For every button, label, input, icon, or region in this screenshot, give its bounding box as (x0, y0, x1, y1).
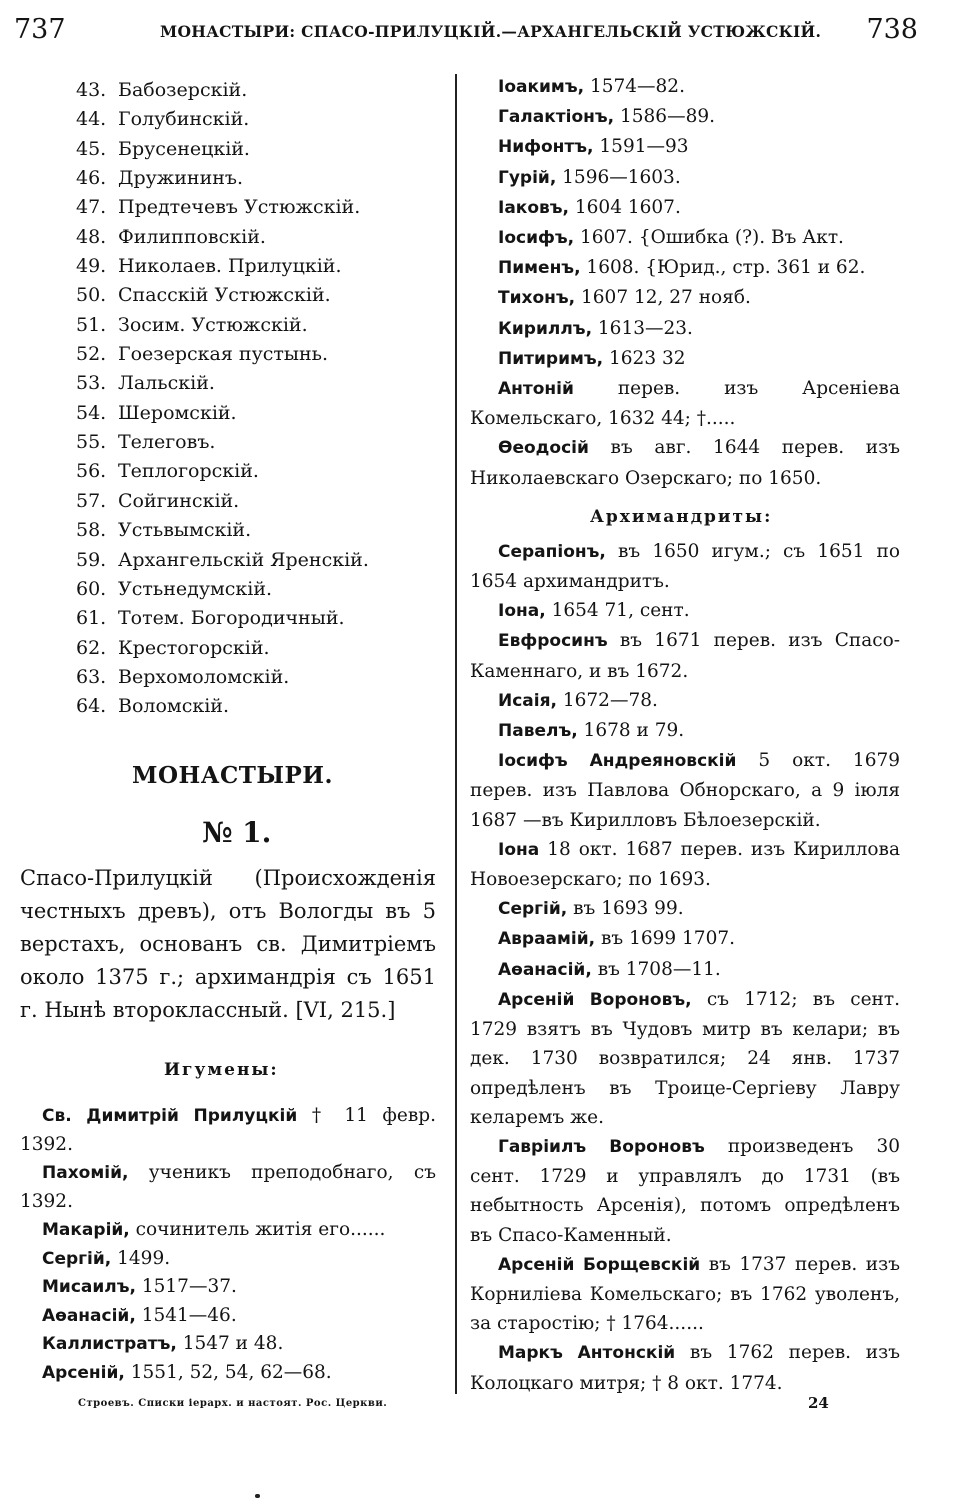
list-name: Бабозерскій. (118, 79, 248, 101)
entry-text: въ 1762 перев. изъ Колоцкаго митря; † 8 окт. 1774. (470, 1342, 900, 1394)
entry-name: Аѳанасій, (42, 1305, 136, 1326)
list-item (0, 281, 450, 310)
list-name: Лальскій. (118, 372, 215, 395)
list-name: Голубинскій. (118, 108, 250, 131)
entry (470, 894, 900, 924)
entry-name: Св. Димитрій Прилуцкій (42, 1106, 298, 1126)
list-name: Тотем. Богородичный. (118, 607, 345, 630)
entry-text: въ 1671 перев. изъ Спасо-Каменнаго, и въ 1672. (470, 630, 900, 682)
entry-text: 1678 и 79. (577, 720, 685, 742)
list-number: 46. (76, 167, 107, 190)
entry (470, 163, 900, 193)
entry-text: 1596—1603. (556, 166, 681, 188)
right-column (470, 72, 900, 1398)
igumens-header: Игумены: (164, 1060, 279, 1080)
entry (470, 102, 900, 132)
footnote: Строевъ. Списки іерарх. и настоят. Рос. Церкви. (78, 1398, 388, 1409)
entry (470, 132, 900, 162)
archimandrites-header: Архимандриты: (590, 506, 773, 527)
entry-text: 1613—23. (592, 317, 693, 339)
entry (20, 1273, 436, 1302)
entry-name: Пименъ, (498, 258, 581, 279)
section-title: МОНАСТЫРИ. (132, 762, 334, 789)
list-name: Архангельскій Яренскій. (118, 548, 369, 571)
entry (470, 716, 900, 746)
entry (470, 193, 900, 223)
entry (470, 1250, 900, 1339)
entry (20, 1159, 436, 1216)
entry-text: въ 1699 1707. (595, 928, 735, 950)
page-number-left: 737 (14, 14, 66, 45)
list-number: 54. (76, 401, 107, 424)
list-name: Дружининъ. (118, 167, 244, 190)
list-item (0, 692, 450, 721)
list-item (0, 399, 450, 428)
entry-name: Ѳеодосій (498, 438, 589, 459)
entry-text: 1608. {Юрид., стр. 361 и 62. (580, 257, 866, 279)
left-column (0, 76, 450, 722)
list-number: 60. (76, 577, 107, 600)
entry-name: Арсеній Борщевскій (498, 1254, 701, 1275)
list-item (0, 516, 450, 545)
entry-text: 1586—89. (614, 106, 715, 128)
list-name: Спасскій Устюжскій. (118, 284, 331, 307)
entry-name: Тихонъ, (498, 288, 576, 309)
list-number: 64. (76, 695, 107, 718)
entry-text: перев. изъ Арсеніева Комельскаго, 1632 44; †..... (470, 378, 900, 430)
list-name: Филипповскій. (118, 225, 266, 248)
list-name: Зосим. Устюжскій. (118, 313, 308, 336)
entry-text: 1574—82. (584, 76, 685, 97)
list-name: Крестогорскій. (118, 636, 270, 659)
entry (20, 1302, 436, 1331)
entry (20, 1245, 436, 1274)
entry-name: Іосифъ Андреяновскій (498, 751, 737, 772)
entry-text: въ 1693 99. (567, 898, 684, 920)
entry-text: 1547 и 48. (176, 1333, 284, 1354)
entry-text: въ 1650 игум.; съ 1651 по 1654 архимандритъ. (470, 540, 900, 593)
entry-name: Сергій, (498, 899, 568, 920)
entry-name: Евфросинъ (498, 631, 608, 652)
entry (470, 626, 900, 685)
entry-text: 18 окт. 1687 перев. изъ Кириллова Новоезерскаго; по 1693. (470, 838, 900, 891)
list-name: Устьвымскій. (118, 519, 252, 542)
list-item (0, 164, 450, 193)
list-number: 49. (76, 255, 107, 278)
entry-text: сочинитель житія его...... (129, 1219, 386, 1240)
entry (470, 955, 900, 985)
section-number: № 1. (202, 816, 272, 849)
list-number: 45. (76, 137, 107, 160)
entry-name: Іосифъ, (498, 228, 575, 249)
ink-speck (255, 1494, 260, 1498)
entry-text: съ 1712; въ сент. 1729 взятъ въ Чудовъ митр въ келари; въ дек. 1730 возвратился; 24 янв. 1737 опредѣленъ въ Троице-Сергіеву Лавру келаремъ же. (470, 988, 900, 1128)
entry (470, 374, 900, 433)
entry-text: 1672—78. (556, 689, 658, 711)
entry (470, 314, 900, 344)
entry (20, 1359, 436, 1388)
entry (470, 433, 900, 492)
entry (470, 72, 900, 102)
list-number: 63. (76, 665, 107, 688)
entry-text: въ 1708—11. (591, 958, 721, 980)
entry-text: 5 окт. 1679 перев. изъ Павлова Обнорскаго, а 9 іюля 1687 —въ Кирилловъ Бѣлоезерскій. (470, 750, 901, 831)
list-number: 59. (76, 548, 107, 571)
list-number: 56. (76, 460, 107, 483)
list-number: 51. (76, 313, 107, 336)
entry (20, 1216, 436, 1245)
list-name: Сойгинскій. (118, 489, 240, 512)
entry-name: Іона, (498, 601, 546, 622)
page-header (0, 14, 964, 50)
list-item (0, 223, 450, 252)
list-name: Телеговъ. (118, 431, 216, 454)
entry (470, 985, 900, 1132)
entry (20, 1330, 436, 1359)
list-item (0, 546, 450, 575)
entry (470, 223, 900, 253)
entry (20, 1102, 436, 1159)
entry-name: Іона (498, 839, 540, 860)
igumens-continued-list (470, 72, 900, 493)
list-item (0, 457, 450, 486)
list-item (0, 604, 450, 633)
list-number: 52. (76, 343, 107, 366)
entry-name: Аѳанасій, (498, 959, 592, 980)
entry (470, 1338, 900, 1397)
list-number: 58. (76, 519, 107, 542)
entry-name: Гавріилъ Вороновъ (498, 1136, 705, 1157)
entry-name: Іаковъ, (498, 197, 570, 218)
list-name: Николаев. Прилуцкій. (118, 255, 342, 278)
entry-text: 1607 12, 27 нояб. (575, 287, 751, 309)
signature-mark: 24 (808, 1394, 829, 1412)
entry (470, 283, 900, 313)
entry-name: Арсеній, (42, 1362, 125, 1383)
entry-text: 1654 71, сент. (545, 600, 690, 622)
list-item (0, 340, 450, 369)
list-number: 62. (76, 636, 107, 659)
entry-text: произведенъ 30 сент. 1729 и управлялъ до 1731 (въ небытность Арсенія), потомъ опредѣленъ въ Спасо-Каменный. (470, 1135, 900, 1246)
list-number: 44. (76, 108, 107, 131)
entry-name: Павелъ, (498, 721, 578, 742)
entry-name: Галактіонъ, (498, 107, 615, 128)
entry-text: † 11 февр. 1392. (20, 1105, 436, 1155)
entry (470, 746, 900, 835)
list-item (0, 76, 450, 105)
list-item (0, 252, 450, 281)
list-name: Брусенецкій. (118, 137, 250, 160)
list-item (0, 663, 450, 692)
list-name: Теплогорскій. (118, 460, 259, 483)
list-number: 53. (76, 372, 107, 395)
entry-name: Пахомій, (42, 1163, 129, 1183)
entry-name: Арсеній Вороновъ, (498, 989, 692, 1010)
list-name: Предтечевъ Устюжскій. (118, 196, 361, 219)
entry-text: 1551, 52, 54, 62—68. (124, 1361, 332, 1383)
list-name: Воломскій. (118, 695, 229, 718)
entry-name: Серапіонъ, (498, 541, 606, 562)
running-title: МОНАСТЫРИ: СПАСО-ПРИЛУЦКІЙ.—АРХАНГЕЛЬСКІЙ УСТЮЖСКІЙ. (160, 22, 822, 41)
entry-text: 1499. (111, 1247, 171, 1269)
entry-name: Каллистратъ, (42, 1334, 177, 1354)
entry-name: Исаія, (498, 690, 557, 711)
list-number: 55. (76, 431, 107, 454)
entry-name: Питиримъ, (498, 348, 604, 369)
list-name: Шеромскій. (118, 401, 237, 424)
list-item (0, 487, 450, 516)
column-divider (455, 74, 457, 1394)
entry-text: 1591—93 (593, 136, 689, 158)
monastery-list (0, 76, 450, 722)
entry (470, 1132, 900, 1250)
list-name: Верхомоломскій. (118, 665, 290, 688)
entry (470, 596, 900, 626)
list-number: 48. (76, 225, 107, 248)
entry-name: Сергій, (42, 1248, 112, 1269)
entry (470, 835, 900, 894)
igumens-list (20, 1102, 436, 1387)
entry-name: Мисаилъ, (42, 1277, 136, 1297)
list-item (0, 135, 450, 164)
page-number-right: 738 (866, 14, 918, 45)
list-number: 61. (76, 607, 107, 630)
list-name: Гоезерская пустынь. (118, 343, 329, 366)
list-item (0, 575, 450, 604)
entry (470, 344, 900, 374)
entry-text: 1541—46. (135, 1304, 237, 1326)
monastery-description: Спасо-Прилуцкій (Происхожденія честныхъ древъ), отъ Вологды въ 5 верстахъ, основанъ св. Димитріемъ около 1375 г.; архимандрія съ 1651 г. Нынѣ второклассный. [VI, 215.] (20, 866, 436, 1022)
entry-name: Кириллъ, (498, 318, 593, 339)
entry-name: Антоній (498, 379, 574, 400)
list-name: Устьнедумскій. (118, 577, 273, 600)
entry-name: Авраамій, (498, 929, 596, 950)
entry-text: 1623 32 (603, 347, 686, 369)
entry (470, 924, 900, 954)
list-item (0, 193, 450, 222)
list-number: 43. (76, 79, 107, 101)
entry-text: въ 1737 перев. изъ Корниліева Комельскаго; въ 1762 уволенъ, за старостію; † 1764...... (470, 1253, 900, 1335)
entry-text: въ авг. 1644 перев. изъ Николаевскаго Озерскаго; по 1650. (470, 437, 900, 489)
entry-name: Гурій, (498, 167, 557, 188)
entry (470, 686, 900, 716)
entry-text: 1607. {Ошибка (?). Въ Акт. (574, 227, 844, 249)
entry-name: Нифонтъ, (498, 137, 594, 158)
entry (470, 537, 900, 596)
entry-name: Макарій, (42, 1220, 130, 1240)
list-item (0, 311, 450, 340)
entry-text: ученикъ преподобнаго, съ 1392. (20, 1162, 436, 1212)
list-item (0, 105, 450, 134)
entry-name: Маркъ Антонскій (498, 1343, 676, 1364)
list-number: 47. (76, 196, 107, 219)
list-number: 50. (76, 284, 107, 307)
list-item (0, 634, 450, 663)
entry (470, 253, 900, 283)
list-number: 57. (76, 489, 107, 512)
entry-text: 1604 1607. (569, 196, 681, 218)
list-item (0, 428, 450, 457)
entry-name: Іоакимъ, (498, 77, 585, 97)
entry-text: 1517—37. (135, 1276, 237, 1297)
list-item (0, 369, 450, 398)
archimandrites-list (470, 537, 900, 1398)
